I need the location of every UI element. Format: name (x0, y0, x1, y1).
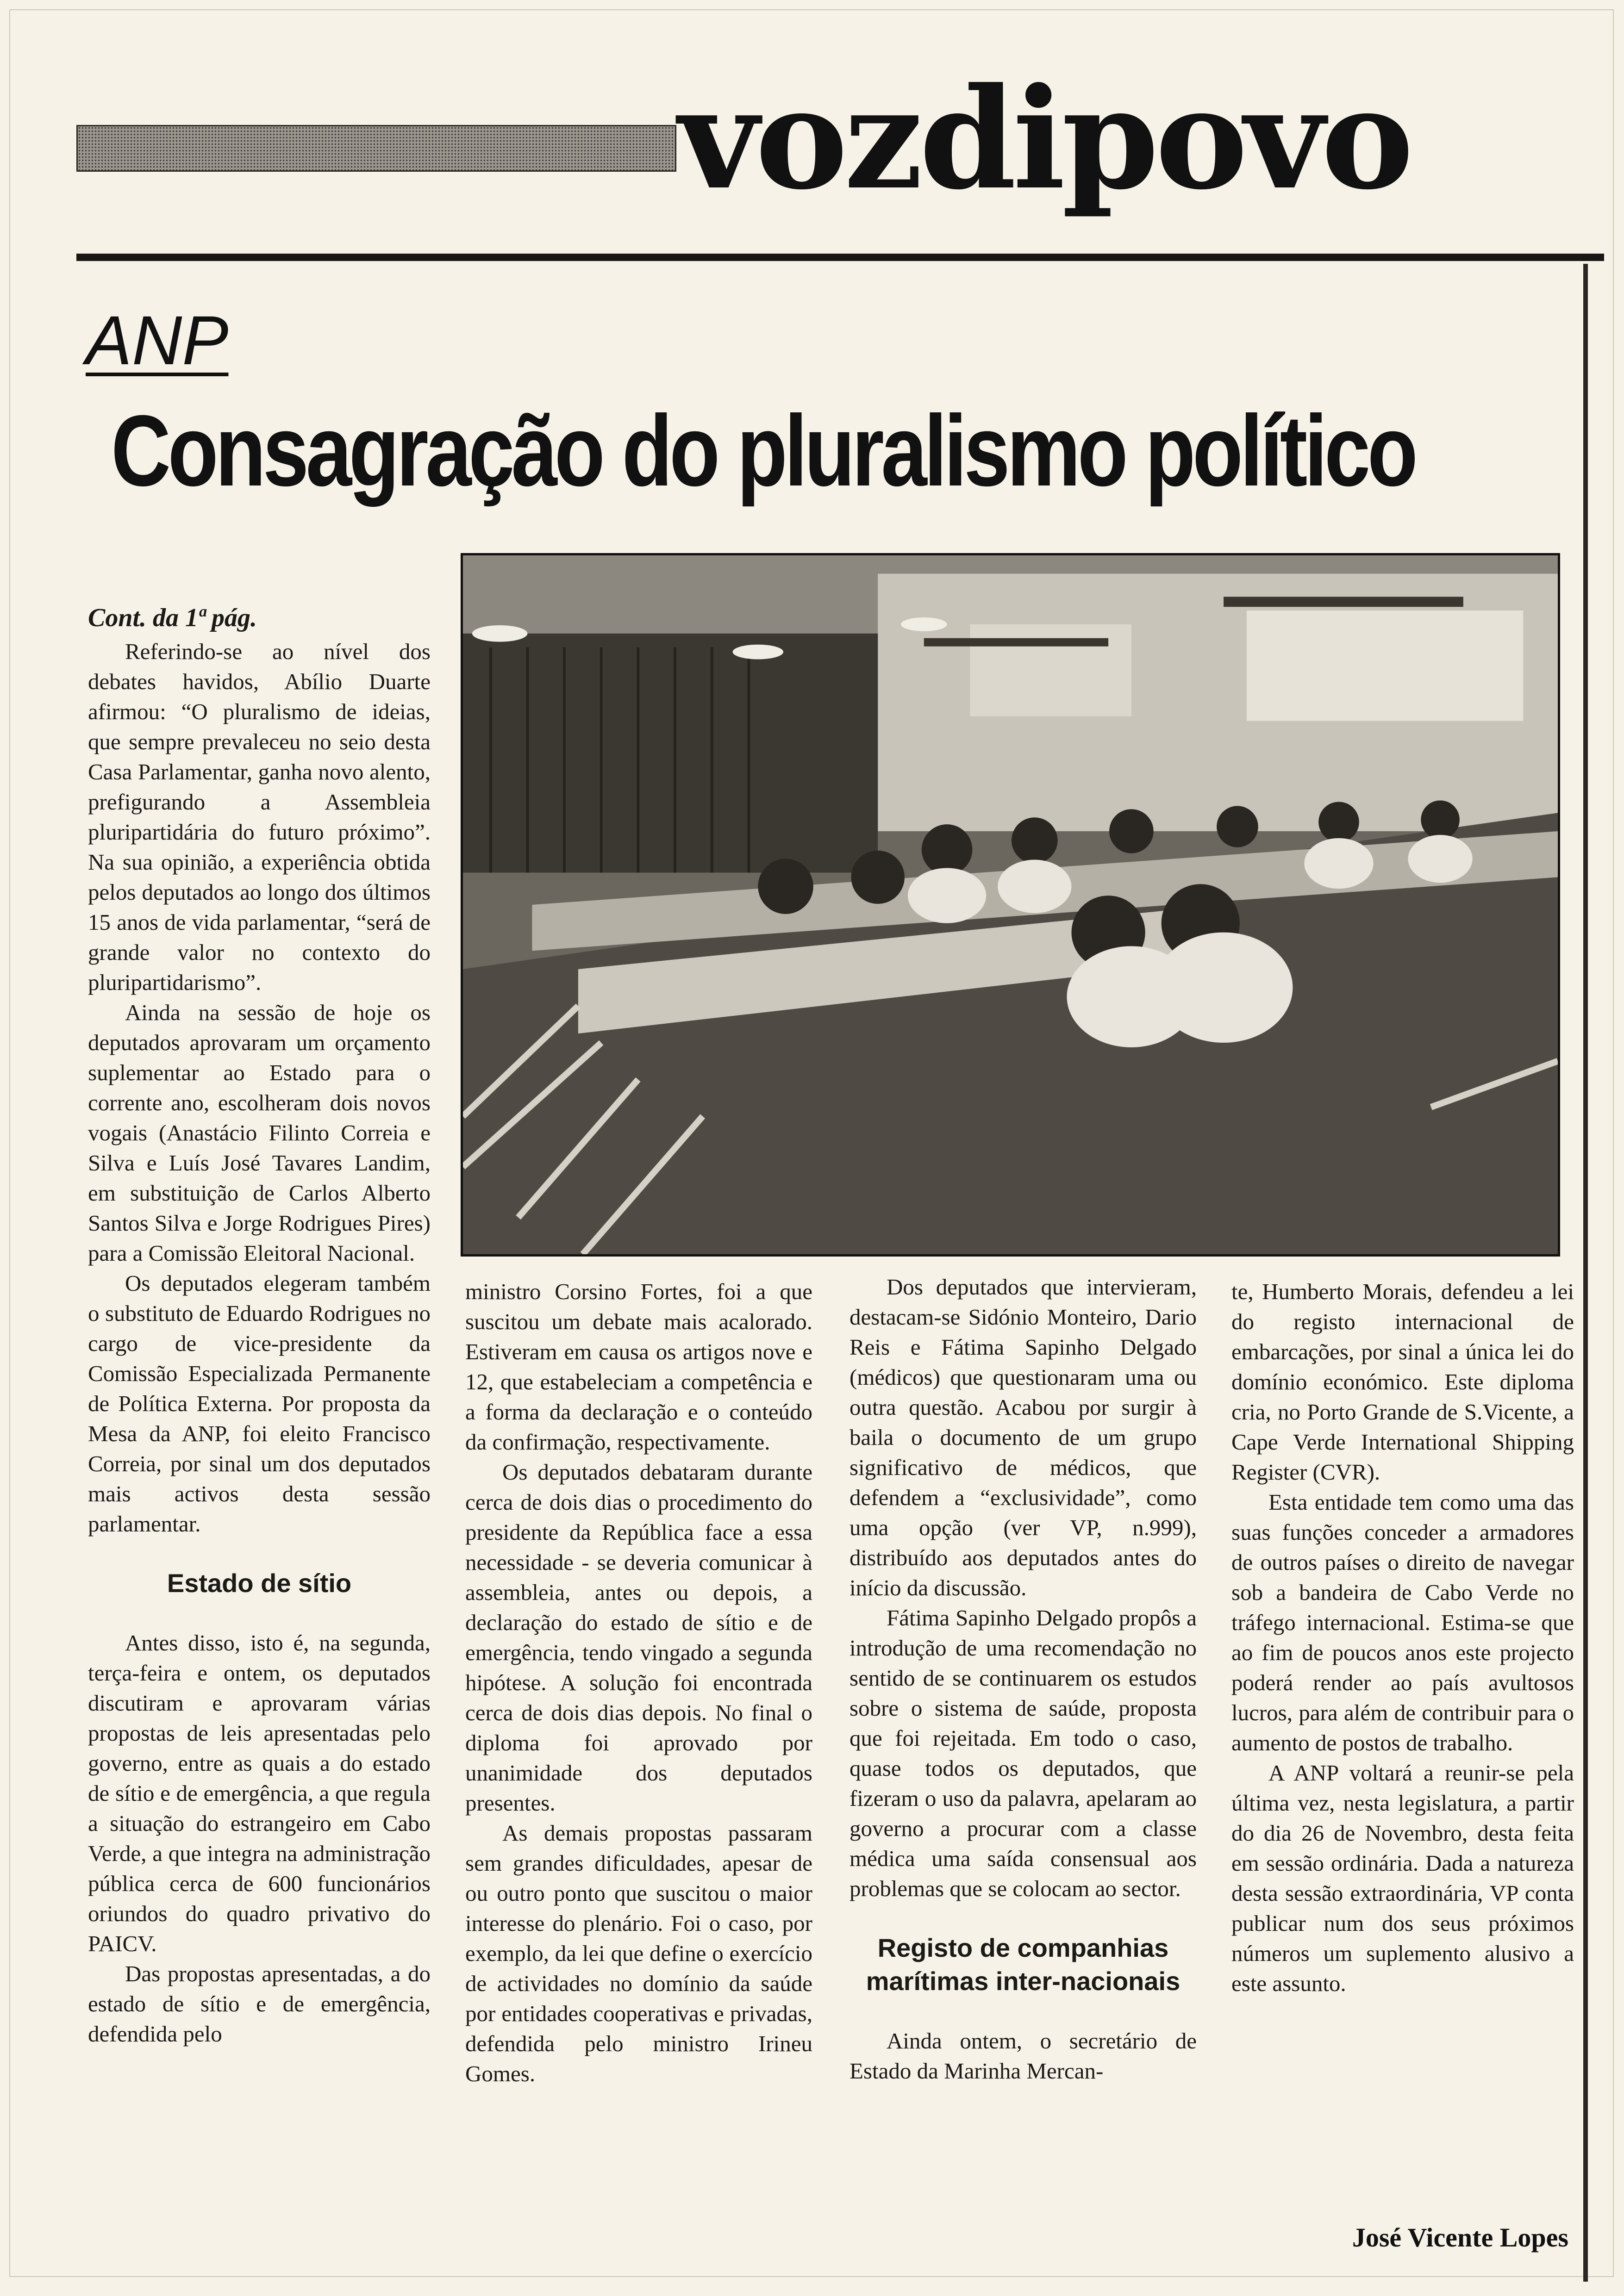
paragraph: Esta entidade tem como uma das suas funções conceder a armadores de outros países o direito de navegar sob a bandeira de Cabo Verde no tráfego internacional. Estima-se que ao fim de poucos anos este projecto poderá render ao país avultosos lucros, para além de contribuir para o aumento de postos de trabalho. (1231, 1489, 1574, 1755)
subheading: Estado de sítio (167, 1568, 352, 1598)
article-column-2 (465, 1276, 812, 2089)
paragraph: A ANP voltará a reunir-se pela última vez, nesta legislatura, a partir do dia 26 de Novembro, desta feita em sessão ordinária. Dada a natureza desta sessão extraordinária, VP conta publicar num dos seus próximos números um suplemento alusivo a este assunto. (1231, 1760, 1574, 1996)
masthead-rule (76, 254, 1604, 261)
paragraph: Os deputados elegeram também o substituto de Eduardo Rodrigues no cargo de vice-presidente da Comissão Especializada Permanente de Política Externa. Por proposta da Mesa da ANP, foi eleito Francisco Correia, por sinal um dos deputados mais activos desta sessão parlamentar. (88, 1270, 431, 1537)
parliament-session-photo (461, 553, 1560, 1257)
headline: Consagração do pluralismo político (111, 395, 1415, 507)
masthead (76, 57, 1604, 220)
paragraph: Ainda ontem, o secretário de Estado da Marinha Mercan- (849, 2028, 1197, 2084)
masthead-title: vozdipovo (678, 57, 1410, 220)
paragraph: Das propostas apresentadas, a do estado de sítio e de emergência, defendida pelo (88, 1961, 431, 2047)
continuation-note: Cont. da 1ª pág. (88, 604, 257, 632)
byline: José Vicente Lopes (1352, 2222, 1568, 2252)
article-column-4 (1231, 1276, 1574, 1998)
masthead-pattern-bar (76, 125, 676, 172)
photo-of-parliament-session-icon (463, 555, 1558, 1254)
paragraph: Fátima Sapinho Delgado propôs a introdução de uma recomendação no sentido de se continuarem os estudos sobre o sistema de saúde, proposta que foi rejeitada. Em todo o caso, quase todos os deputados, que fizeram o uso da palavra, apelaram ao governo a procurar com a classe médica uma saída consensual aos problemas que se colocam ao sector. (849, 1605, 1197, 1901)
column-rule (1583, 264, 1588, 2282)
paragraph: Os deputados debataram durante cerca de dois dias o procedimento do presidente da República face a essa necessidade - se deveria comunicar à assembleia, antes ou depois, a declaração do estado de sítio e de emergência, tendo vingado a segunda hipótese. A solução foi encontrada cerca de dois dias depois. No final o diploma foi aprovado por unanimidade dos deputados presentes. (465, 1459, 812, 1816)
paragraph: Referindo-se ao nível dos debates havidos, Abílio Duarte afirmou: “O pluralismo de ideias, que sempre prevaleceu no seio desta Casa Parlamentar, ganha novo alento, prefigurando a Assembleia pluripartidária do futuro próximo”. Na sua opinião, a experiência obtida pelos deputados ao longo dos últimos 15 anos de vida parlamentar, “será de grande valor no contexto do pluripartidarismo”. (88, 639, 431, 995)
paragraph: Antes disso, isto é, na segunda, terça-feira e ontem, os deputados discutiram e aprovaram várias propostas de leis apresentadas pelo governo, entre as quais a do estado de sítio e de emergência, a que regula a situação do estrangeiro em Cabo Verde, a que integra na administração pública cerca de 600 funcionários oriundos do quadro privativo do PAICV. (88, 1630, 431, 1956)
section-label: ANP (86, 301, 229, 379)
article-column-1 (88, 599, 431, 2049)
paragraph: ministro Corsino Fortes, foi a que suscitou um debate mais acalorado. Estiveram em causa os artigos nove e 12, que estabeleciam a competência e a forma da declaração e o conteúdo da confirmação, respectivamente. (465, 1279, 812, 1455)
paragraph: As demais propostas passaram sem grandes dificuldades, apesar de ou outro ponto que suscitou o maior interesse do plenário. Foi o caso, por exemplo, da lei que define o exercício de actividades no domínio da saúde por entidades cooperativas e privadas, defendida pelo ministro Irineu Gomes. (465, 1820, 812, 2086)
article-column-3 (849, 1272, 1197, 2086)
paragraph: Ainda na sessão de hoje os deputados aprovaram um orçamento suplementar ao Estado para o corrente ano, escolheram dois novos vogais (Anastácio Filinto Correia e Silva e Luís José Tavares Landim, em substituição de Carlos Alberto Santos Silva e Jorge Rodrigues Pires) para a Comissão Eleitoral Nacional. (88, 1000, 431, 1266)
subheading: Registo de companhias marítimas inter-nacionais (866, 1933, 1181, 1996)
paragraph: Dos deputados que intervieram, destacam-se Sidónio Monteiro, Dario Reis e Fátima Sapinho Delgado (médicos) que questionaram uma ou outra questão. Acabou por surgir à baila o documento de um grupo significativo de médicos, que defendem a “exclusividade”, como uma opção (ver VP, n.999), distribuído aos deputados antes do início da discussão. (849, 1274, 1197, 1600)
paragraph: te, Humberto Morais, defendeu a lei do registo internacional de embarcações, por sinal a única lei do domínio económico. Este diploma cria, no Porto Grande de S.Vicente, a Cape Verde International Shipping Register (CVR). (1231, 1279, 1574, 1485)
